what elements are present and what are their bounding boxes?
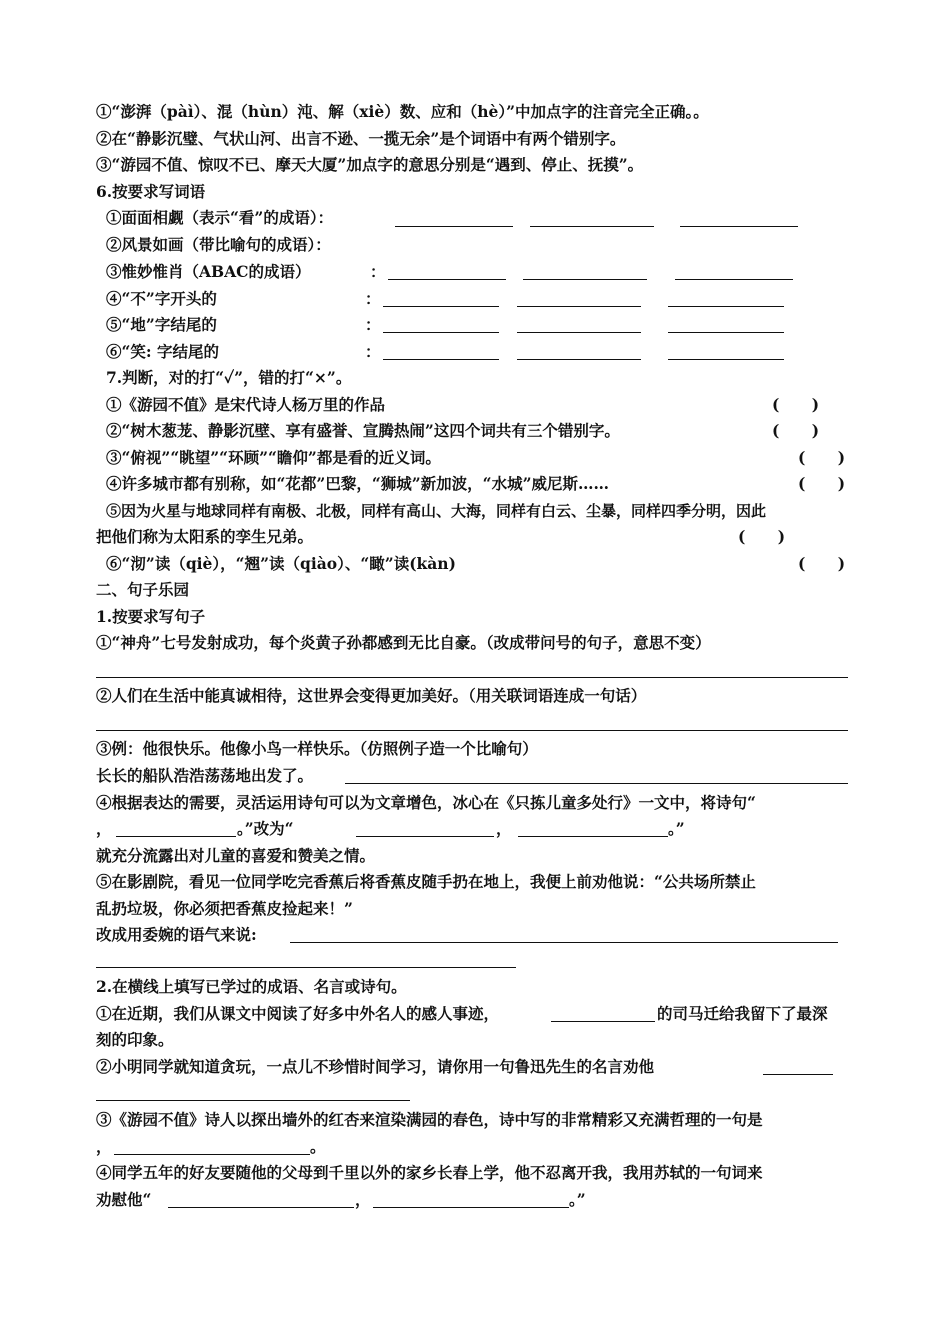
q6-item-6-blank-1[interactable] <box>383 359 499 360</box>
sentence-4-blank-2[interactable] <box>356 836 494 837</box>
fill-3-line-1: ③《游园不值》诗人以探出墙外的红杏来渲染满园的春色，诗中写的非常精彩又充满哲理的一句是 <box>96 1110 763 1129</box>
q7-item-2-answer[interactable]: ( ) <box>772 421 820 440</box>
q6-item-6-colon: ： <box>365 342 381 361</box>
sentence-4-blank-3[interactable] <box>518 836 668 837</box>
sentence-1-answer-line[interactable] <box>96 677 848 678</box>
q6-item-3-blank-3[interactable] <box>675 279 793 280</box>
sentence-5-answer-line-2[interactable] <box>96 967 516 968</box>
q7-item-5-line-2: 把他们称为太阳系的孪生兄弟。 <box>96 527 314 546</box>
q6-item-3-blank-1[interactable] <box>388 279 506 280</box>
q7-item-3: ③“俯视”“眺望”“环顾”“瞻仰”都是看的近义词。 <box>106 448 441 467</box>
q5-statement-2: ②在“静影沉璧、气状山河、出言不逊、一揽无余”是个词语中有两个错别字。 <box>96 129 626 148</box>
sentence-4-blank-1[interactable] <box>116 836 236 837</box>
fill-4-blank-1[interactable] <box>168 1207 354 1208</box>
sentence-1-prompt: ①“神舟”七号发射成功，每个炎黄子孙都感到无比自豪。（改成带问号的句子，意思不变） <box>96 633 711 652</box>
q6-item-4-colon: ： <box>365 289 381 308</box>
q7-item-3-answer[interactable]: ( ) <box>798 448 846 467</box>
fill-2-blank-2[interactable] <box>96 1100 410 1101</box>
sentence-5-instruction: 改成用委婉的语气来说: <box>96 925 257 944</box>
sentence-2-prompt: ②人们在生活中能真诚相待，这世界会变得更加美好。（用关联词语连成一句话） <box>96 686 647 705</box>
sentence-4-comma-2: ， <box>496 819 512 838</box>
sentence-5-line-2: 乱扔垃圾，你必须把香蕉皮捡起来！” <box>96 899 353 918</box>
sentence-3-prompt: ③例：他很快乐。他像小鸟一样快乐。（仿照例子造一个比喻句） <box>96 739 538 758</box>
section-2-title: 二、句子乐园 <box>96 580 190 599</box>
sentence-4-line-1: ④根据表达的需要，灵活运用诗句可以为文章增色，冰心在《只拣儿童多处行》一文中，将诗句“ <box>96 793 756 812</box>
q6-item-4-blank-2[interactable] <box>517 306 641 307</box>
q6-item-3-colon: ： <box>370 262 386 281</box>
fill-1-line-1-end: 的司马迁给我留下了最深 <box>657 1004 828 1023</box>
sentence-5-line-1: ⑤在影剧院，看见一位同学吃完香蕉后将香蕉皮随手扔在地上，我便上前劝他说：“公共场所禁止 <box>96 872 756 891</box>
q6-item-3-blank-2[interactable] <box>523 279 647 280</box>
q6-item-2: ②风景如画（带比喻句的成语）： <box>106 235 331 254</box>
q6-item-6: ⑥“笑: 字结尾的 <box>106 342 220 361</box>
q7-item-1-answer[interactable]: ( ) <box>772 395 820 414</box>
fill-4-line-2-start: 劝慰他“ <box>96 1190 152 1209</box>
fill-3-blank[interactable] <box>114 1154 310 1155</box>
q6-item-4: ④“不”字开头的 <box>106 289 217 308</box>
fill-1-blank[interactable] <box>551 1021 655 1022</box>
q6-item-3: ③惟妙惟肖（ABAC的成语） <box>106 262 311 281</box>
q6-item-5-blank-3[interactable] <box>668 332 784 333</box>
sentence-3-given: 长长的船队浩浩荡荡地出发了。 <box>96 766 314 785</box>
sentence-3-answer-line[interactable] <box>345 783 848 784</box>
q7-item-5-line-1: ⑤因为火星与地球同样有南极、北极，同样有高山、大海，同样有白云、尘暴，同样四季分明，因此 <box>106 502 767 520</box>
sentence-5-answer-line-1[interactable] <box>290 942 838 943</box>
q6-item-1-blank-2[interactable] <box>530 226 654 227</box>
sentence-4-line-3: 就充分流露出对儿童的喜爱和赞美之情。 <box>96 846 376 865</box>
fill-3-comma: ， <box>96 1137 112 1156</box>
fill-4-end: 。” <box>569 1190 586 1209</box>
q6-item-1-blank-1[interactable] <box>395 226 513 227</box>
fill-2-text: ②小明同学就知道贪玩，一点儿不珍惜时间学习，请你用一句鲁迅先生的名言劝他 <box>96 1057 655 1076</box>
q7-item-6: ⑥“沏”读（qiè），“翘”读（qiào）、“瞰”读(kàn) <box>106 554 456 573</box>
sec2-q1-title: 1.按要求写句子 <box>96 607 206 626</box>
q6-item-6-blank-2[interactable] <box>517 359 641 360</box>
sec2-q2-title: 2.在横线上填写已学过的成语、名言或诗句。 <box>96 977 407 996</box>
fill-4-line-1: ④同学五年的好友要随他的父母到千里以外的家乡长春上学，他不忍离开我，我用苏轼的一句词来 <box>96 1163 763 1182</box>
sentence-4-end: 。” <box>668 819 685 838</box>
q5-statement-3: ③“游园不值、惊叹不已、摩天大厦”加点字的意思分别是“遇到、停止、抚摸”。 <box>96 155 644 174</box>
q6-item-5: ⑤“地”字结尾的 <box>106 315 217 334</box>
fill-1-line-1: ①在近期，我们从课文中阅读了好多中外名人的感人事迹， <box>96 1004 500 1023</box>
q7-item-4: ④许多城市都有别称，如“花都”巴黎，“狮城”新加波，“水城”威尼斯…… <box>106 474 609 493</box>
q7-title: 7.判断，对的打“✓”，错的打“×”。 <box>106 368 352 387</box>
fill-4-blank-2[interactable] <box>373 1207 569 1208</box>
sentence-4-mid: 。”改为“ <box>237 819 294 838</box>
q6-item-5-colon: ： <box>365 315 381 334</box>
q6-item-1: ①面面相觑（表示“看”的成语）： <box>106 208 334 227</box>
q7-item-2: ②“树木葱茏、静影沉壁、享有盛誉、宣腾热闹”这四个词共有三个错别字。 <box>106 421 620 440</box>
sentence-2-answer-line[interactable] <box>96 730 848 731</box>
fill-3-end: 。 <box>310 1137 326 1156</box>
q6-title: 6.按要求写词语 <box>96 182 206 201</box>
q6-item-4-blank-1[interactable] <box>383 306 499 307</box>
q6-item-6-blank-3[interactable] <box>668 359 784 360</box>
q7-item-1: ①《游园不值》是宋代诗人杨万里的作品 <box>106 395 386 414</box>
q6-item-1-blank-3[interactable] <box>680 226 798 227</box>
q6-item-5-blank-2[interactable] <box>517 332 641 333</box>
fill-2-blank-1[interactable] <box>763 1074 833 1075</box>
q6-item-5-blank-1[interactable] <box>383 332 499 333</box>
q5-statement-1: ①“澎湃（pàì）、混（hùn）沌、解（xiè）数、应和（hè）”中加点字的注音完全正确。。 <box>96 102 709 121</box>
fill-1-line-2: 刻的印象。 <box>96 1030 174 1049</box>
q6-item-4-blank-3[interactable] <box>668 306 784 307</box>
sentence-4-comma: ， <box>96 819 112 838</box>
q7-item-6-answer[interactable]: ( ) <box>798 554 846 573</box>
fill-4-comma: ， <box>355 1190 371 1209</box>
q7-item-5-answer[interactable]: ( ) <box>738 527 786 546</box>
q7-item-4-answer[interactable]: ( ) <box>798 474 846 493</box>
